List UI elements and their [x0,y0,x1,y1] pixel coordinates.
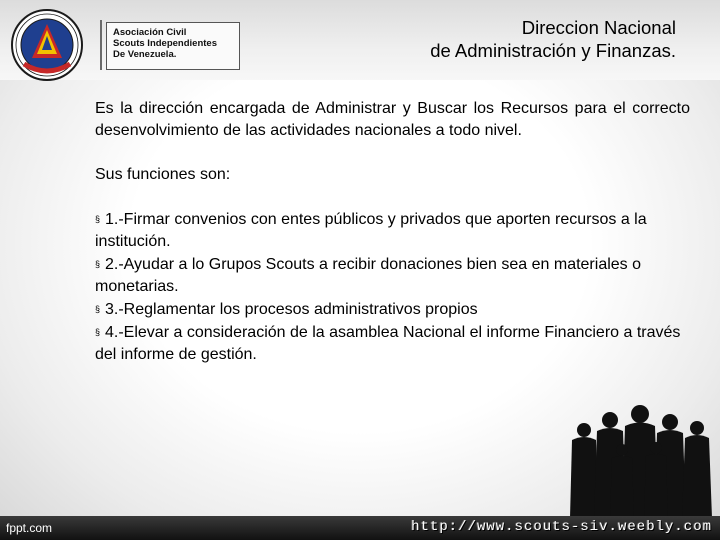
function-text: 3.-Reglamentar los procesos administrativos propios [105,301,478,318]
bullet-mark: § [95,304,101,314]
function-item-1 [95,208,690,253]
functions-heading: Sus funciones son: [95,166,231,183]
organization-name-box [106,22,240,70]
footer-url[interactable]: http://www.scouts-siv.weebly.com [411,519,712,535]
org-name-line-1: Asociación Civil [113,27,187,38]
function-item-3 [95,298,690,321]
function-item-2 [95,253,690,298]
intro-paragraph: Es la dirección encargada de Administrar y Buscar los Recursos para el correcto desenvolvimiento de las actividades nacionales a todo nivel. [95,100,690,139]
title-line-2: de Administración y Finanzas. [430,40,676,61]
bullet-mark: § [95,259,101,269]
function-text: 2.-Ayudar a lo Grupos Scouts a recibir donaciones bien sea en materiales o monetarias. [95,256,642,295]
footer-brand[interactable]: fppt.com [6,521,53,535]
business-people-silhouettes-icon [560,398,720,518]
header-divider [100,20,102,70]
function-item-4 [95,321,690,366]
footer-bar [0,516,720,540]
slide-title [430,16,676,62]
slide-body [95,98,690,366]
scouts-emblem-icon [10,8,84,82]
org-name-line-2: Scouts Independientes [113,38,217,49]
org-name-line-3: De Venezuela. [113,49,177,60]
bullet-mark: § [95,214,101,224]
function-text: 4.-Elevar a consideración de la asamblea Nacional el informe Financiero a través del informe de gestión. [95,324,681,363]
bullet-mark: § [95,327,101,337]
title-line-1: Direccion Nacional [521,17,676,38]
function-text: 1.-Firmar convenios con entes públicos y privados que aporten recursos a la institución. [95,211,647,250]
